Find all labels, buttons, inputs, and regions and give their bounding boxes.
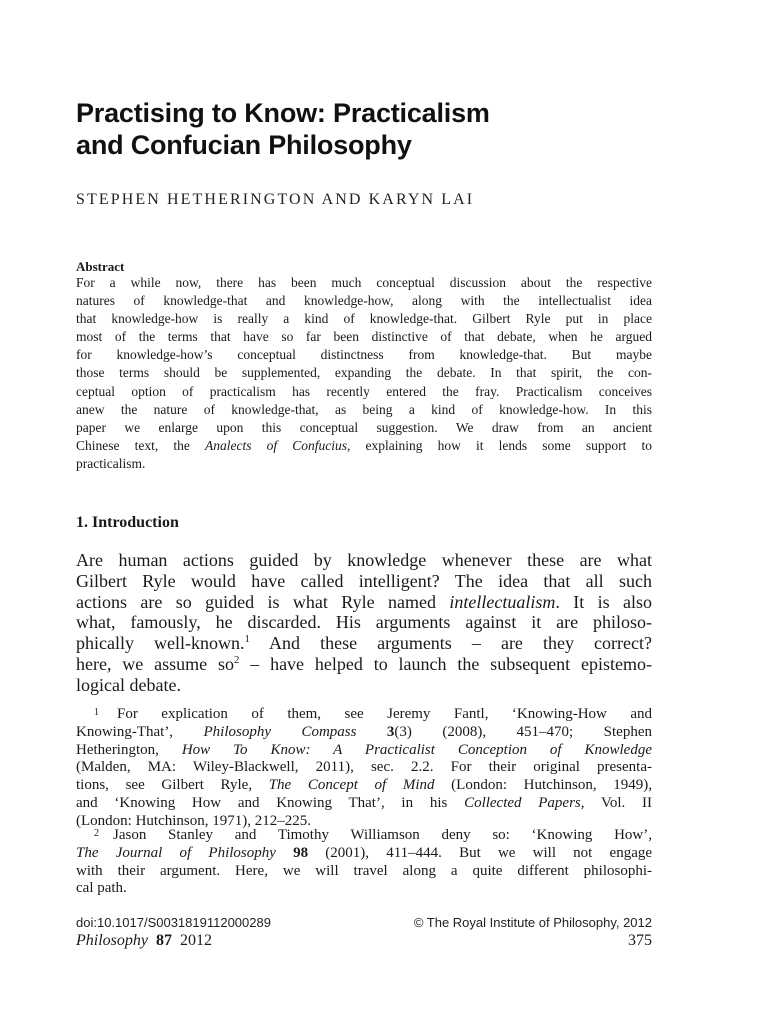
body-line: what, famously, he discarded. His arguments against it are philoso- bbox=[76, 612, 652, 633]
title-line: and Confucian Philosophy bbox=[76, 130, 412, 160]
footnote-text-run: (3) (2008), 451–470; Stephen bbox=[394, 723, 652, 740]
journal-title: The Journal of Philosophy bbox=[76, 844, 276, 861]
footnote-line: (Malden, MA: Wiley-Blackwell, 2011), sec. 2.2. For their original presenta- bbox=[76, 759, 652, 776]
body-line: Gilbert Ryle would have called intelligent? The idea that all such bbox=[76, 570, 652, 591]
abstract-line: most of the terms that have so far been distinctive of that debate, when he argued bbox=[76, 329, 652, 345]
journal-year: 2012 bbox=[180, 932, 212, 949]
abstract-line: anew the nature of knowledge-that, as being a kind of knowledge-how. In this bbox=[76, 401, 652, 417]
abstract-line: For a while now, there has been much conceptual discussion about the respective bbox=[76, 275, 652, 290]
body-text-run: And these arguments – are they correct? bbox=[249, 633, 652, 654]
abstract-heading: Abstract bbox=[76, 259, 125, 274]
footnote-line bbox=[76, 845, 652, 863]
doi-link[interactable]: doi:10.1017/S0031819112000289 bbox=[76, 915, 271, 930]
abstract-line bbox=[76, 437, 652, 455]
journal-title: Philosophy Compass bbox=[203, 723, 357, 740]
footnote-line: (London: Hutchinson, 1971), 212–225. bbox=[76, 812, 311, 829]
footnote-line: with their argument. Here, we will travel along a quite different philosophi- bbox=[76, 862, 652, 879]
book-title: How To Know: A Practicalist Conception of Knowledge bbox=[181, 741, 653, 758]
footnote-line: cal path. bbox=[76, 880, 127, 897]
footnote-line bbox=[76, 777, 652, 795]
footnote-text-run: Jason Stanley and Timothy Williamson deny so: ‘Knowing How’, bbox=[113, 827, 652, 843]
body-text-run: . It is also bbox=[555, 591, 653, 612]
footnote-marker: 2 bbox=[94, 828, 99, 839]
abstract-line: for knowledge-how’s conceptual distinctness from knowledge-that. But maybe bbox=[76, 347, 652, 363]
section-heading: 1. Introduction bbox=[76, 514, 179, 531]
volume-number: 98 bbox=[275, 844, 309, 861]
footnote-line bbox=[76, 706, 652, 724]
intellectualism-term: intellectualism bbox=[449, 591, 556, 612]
body-text-run: – have helped to launch the subsequent epistemo- bbox=[239, 653, 652, 674]
abstract-line: practicalism. bbox=[76, 455, 146, 471]
volume-number: 3 bbox=[356, 723, 395, 740]
article-authors: STEPHEN HETHERINGTON AND KARYN LAI bbox=[76, 191, 475, 208]
body-paragraph bbox=[76, 550, 652, 696]
abstract-line: natures of knowledge-that and knowledge-how, along with the intellectualist idea bbox=[76, 293, 652, 309]
page-number: 375 bbox=[628, 932, 652, 949]
body-line bbox=[76, 633, 652, 654]
body-text-run: actions are so guided is what Ryle named bbox=[76, 591, 450, 612]
footnote-text-run: and ‘Knowing How and Knowing That’, in his bbox=[76, 794, 465, 811]
footnote-line bbox=[76, 827, 652, 845]
abstract-line: ceptual option of practicalism has recently entered the fray. Practicalism conceives bbox=[76, 383, 652, 399]
abstract-text-run: , explaining how it lends some support to bbox=[347, 437, 652, 453]
title-line: Practising to Know: Practicalism bbox=[76, 98, 490, 128]
journal-citation bbox=[76, 932, 212, 950]
footnote-text-run: Hetherington, bbox=[76, 741, 182, 758]
footnote-ref-2[interactable]: 2 bbox=[233, 653, 240, 666]
footnote-line bbox=[76, 795, 652, 813]
analects-title: Analects of Confucius bbox=[205, 437, 347, 453]
book-title: The Concept of Mind bbox=[268, 777, 435, 794]
abstract-text-run: Chinese text, the bbox=[76, 437, 205, 453]
journal-name: Philosophy bbox=[76, 932, 148, 949]
body-text-run: phically well-known. bbox=[76, 633, 245, 654]
footnote-text-run: For explication of them, see Jeremy Fantl, ‘Knowing-How and bbox=[117, 706, 652, 722]
footnote-text-run: (2001), 411–444. But we will not engage bbox=[308, 844, 653, 861]
article-title bbox=[76, 97, 652, 161]
footnote-1 bbox=[76, 706, 652, 831]
footnote-text-run: , Vol. II bbox=[580, 794, 652, 811]
body-line bbox=[76, 654, 652, 675]
abstract-line: that knowledge-how is really a kind of knowledge-that. Gilbert Ryle put in place bbox=[76, 311, 652, 327]
abstract-line: paper we enlarge upon this conceptual suggestion. We draw from an ancient bbox=[76, 419, 652, 435]
footnote-2 bbox=[76, 827, 652, 898]
footnote-line bbox=[76, 742, 652, 760]
footnote-line bbox=[76, 724, 652, 742]
footnote-ref-1[interactable]: 1 bbox=[244, 633, 250, 646]
abstract-text bbox=[76, 274, 652, 473]
body-line: Are human actions guided by knowledge whenever these are what bbox=[76, 550, 652, 570]
journal-volume: 87 bbox=[156, 932, 172, 949]
body-line: logical debate. bbox=[76, 674, 181, 695]
body-line bbox=[76, 592, 652, 613]
body-text-run: here, we assume so bbox=[76, 653, 234, 674]
copyright-notice: © The Royal Institute of Philosophy, 2012 bbox=[413, 915, 652, 930]
abstract-line: those terms should be supplemented, expanding the debate. In that spirit, the con- bbox=[76, 365, 652, 381]
footnote-text-run: (London: Hutchinson, 1949), bbox=[434, 777, 652, 794]
footnote-marker: 1 bbox=[94, 707, 99, 718]
footnote-text-run: Knowing-That’, bbox=[76, 723, 204, 740]
book-title: Collected Papers bbox=[464, 794, 581, 811]
footnote-text-run: tions, see Gilbert Ryle, bbox=[76, 777, 269, 794]
